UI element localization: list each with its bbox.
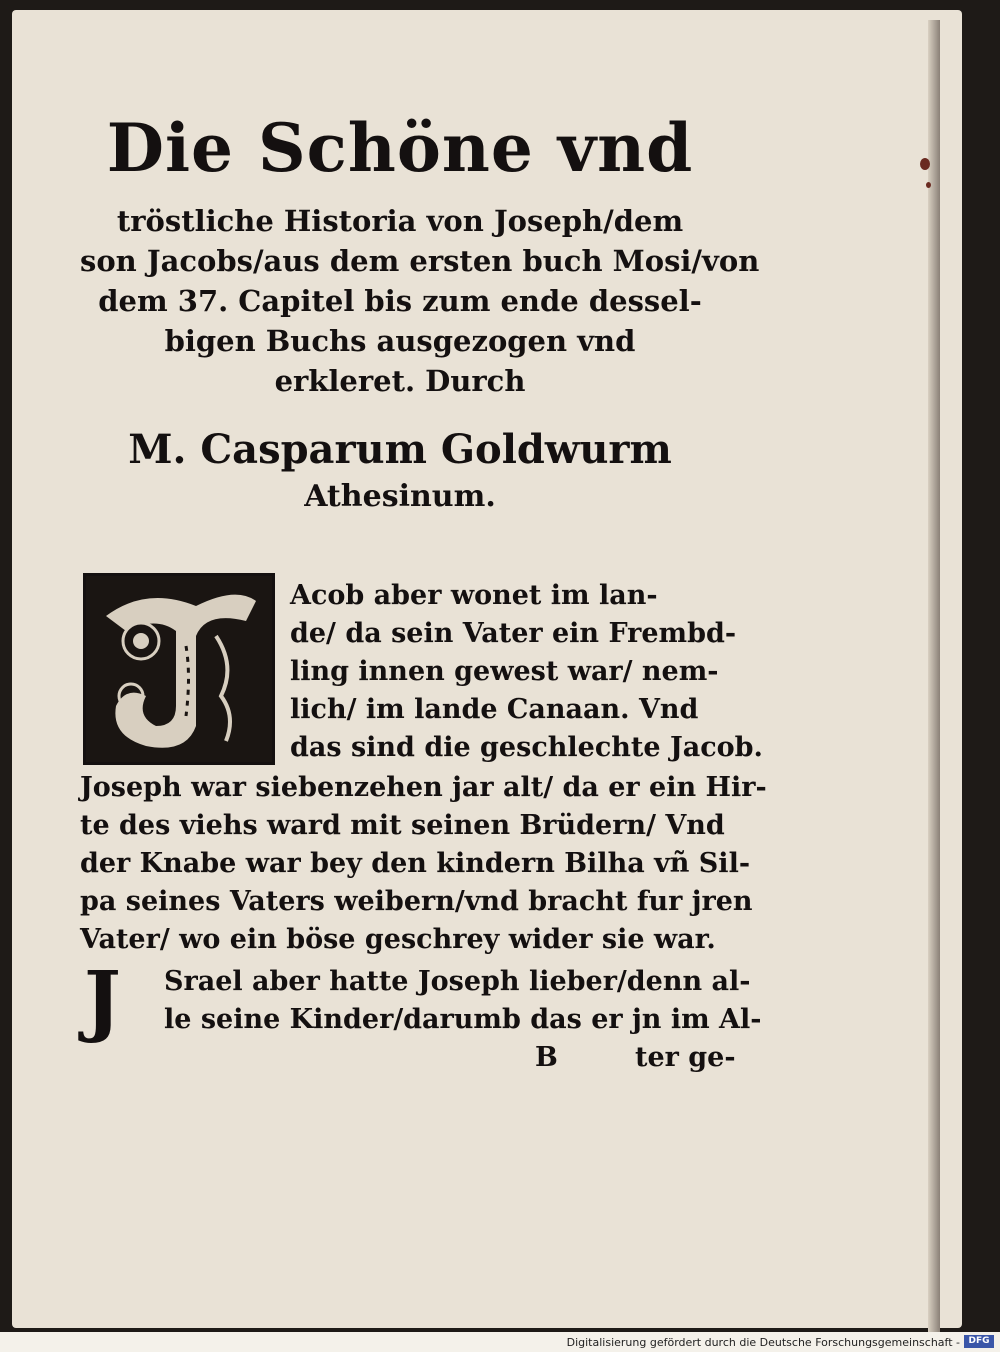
body-line-3: ling innen gewest war/ nem-	[290, 656, 719, 687]
footer-credit: Digitalisierung gefördert durch die Deutsche Forschungsgemeinschaft -	[566, 1336, 960, 1349]
dfg-logo-icon: DFG	[964, 1335, 994, 1348]
author-name: M. Casparum Goldwurm	[128, 426, 672, 473]
body-line-6: Joseph war siebenzehen jar alt/ da er ein Hir-	[80, 772, 767, 803]
signature-mark: B	[535, 1042, 558, 1073]
body-line-2: de/ da sein Vater ein Frembd-	[290, 618, 737, 649]
body-line-9: pa seines Vaters weibern/vnd bracht fur jren	[80, 886, 753, 917]
title-main: Die Schöne vnd	[106, 109, 694, 187]
page-edge	[928, 20, 940, 1338]
decorated-initial-j	[83, 573, 275, 765]
title-line-5: erkleret. Durch	[274, 364, 526, 398]
title-line-2: son Jacobs/aus dem ersten buch Mosi/von	[80, 244, 760, 278]
ink-stain	[920, 158, 930, 170]
footer-bar	[0, 1332, 1000, 1352]
title-line-1: tröstliche Historia von Joseph/dem	[116, 204, 684, 238]
ornament-icon	[86, 576, 272, 762]
body-line-12: le seine Kinder/darumb das er jn im Al-	[164, 1004, 762, 1035]
catchword: ter ge-	[635, 1042, 736, 1073]
ink-stain-small	[926, 182, 931, 188]
body-line-10: Vater/ wo ein böse geschrey wider sie war.	[80, 924, 716, 955]
second-initial: J	[84, 955, 121, 1046]
body-line-5: das sind die geschlechte Jacob.	[290, 732, 763, 763]
body-line-8: der Knabe war bey den kindern Bilha vñ Sil-	[80, 848, 751, 879]
body-line-7: te des viehs ward mit seinen Brüdern/ Vnd	[80, 810, 725, 841]
title-line-4: bigen Buchs ausgezogen vnd	[164, 324, 636, 358]
author-origin: Athesinum.	[304, 479, 496, 514]
body-line-1: Acob aber wonet im lan-	[290, 580, 658, 611]
body-text	[80, 563, 767, 1083]
body-line-11: Srael aber hatte Joseph lieber/denn al-	[164, 966, 751, 997]
title-line-3: dem 37. Capitel bis zum ende dessel-	[98, 284, 702, 318]
body-line-4: lich/ im lande Canaan. Vnd	[290, 694, 699, 725]
text-block	[80, 105, 767, 1083]
